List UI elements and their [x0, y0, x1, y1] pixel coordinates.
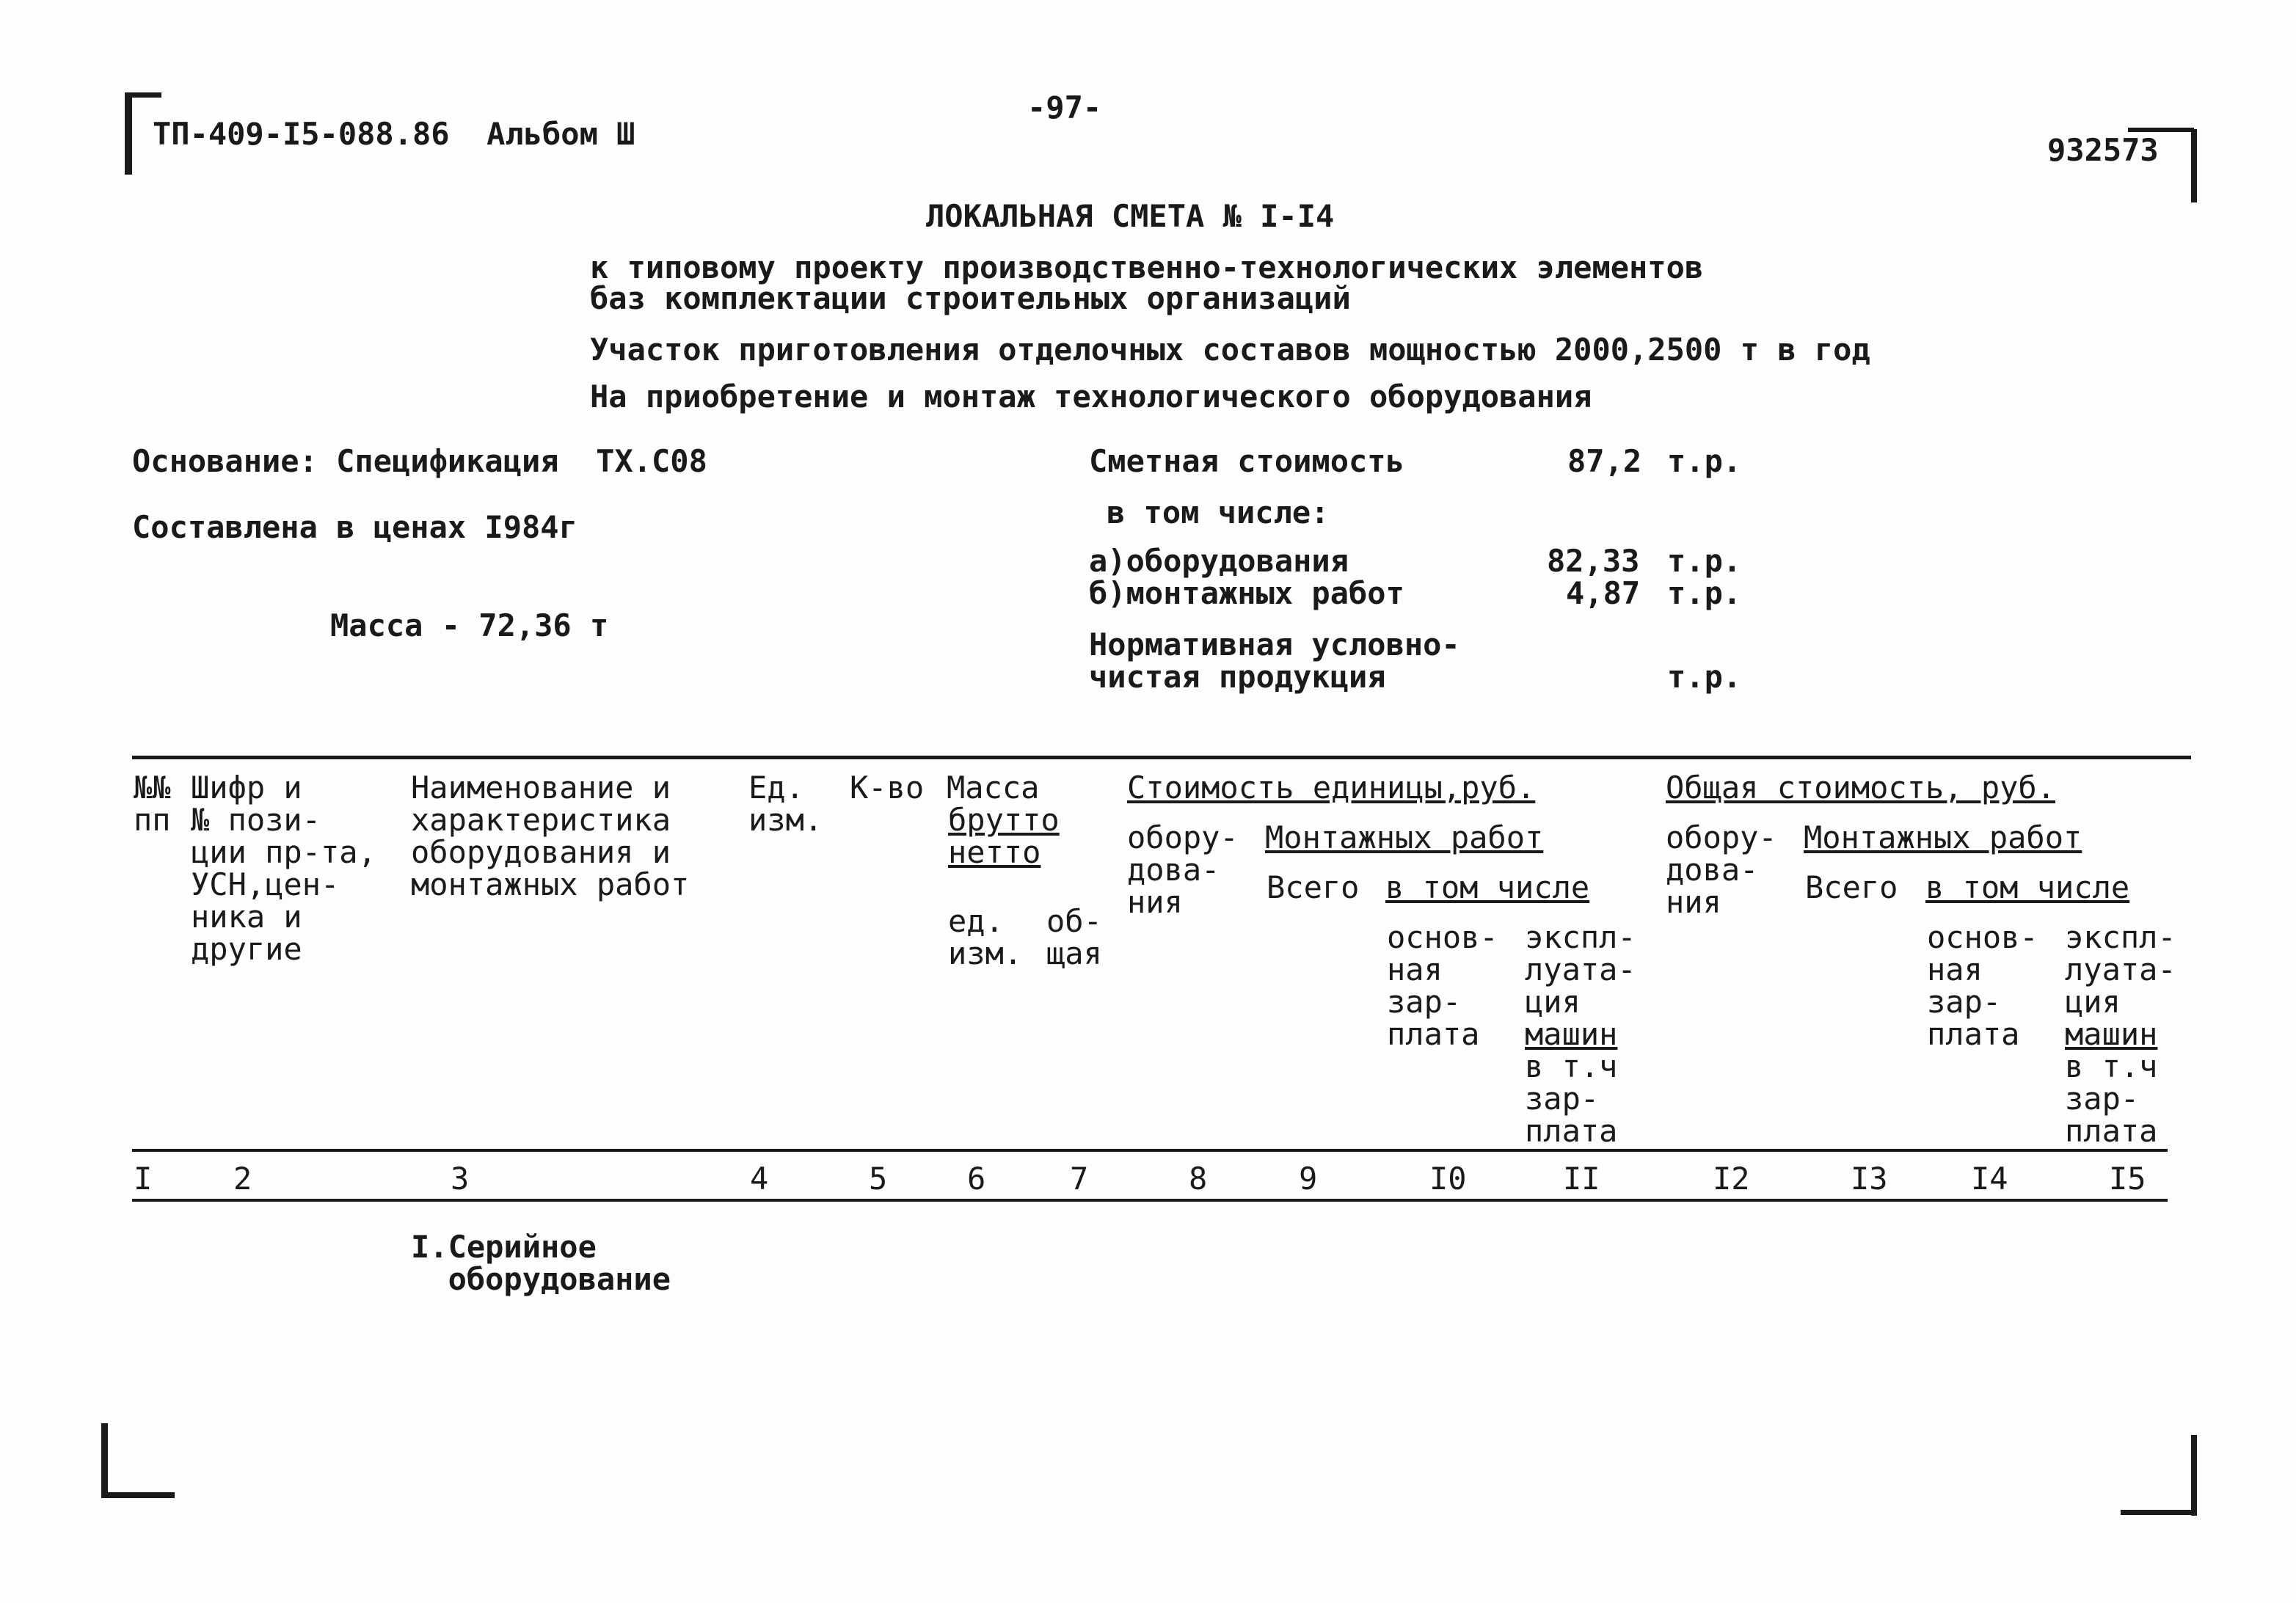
col-number: II: [1563, 1161, 1600, 1197]
col-header-total-all: Всего: [1805, 869, 1898, 905]
col-header-total-equipment: обору- дова- ния: [1666, 819, 1777, 920]
cost-total-value: 87,2: [1567, 443, 1642, 479]
estimate-subtitle-1: к типовому проекту производственно-технологических элементов: [590, 249, 1704, 285]
estimate-heading: ЛОКАЛЬНАЯ СМЕТА № I-I4: [926, 198, 1335, 234]
col-header-npp: №№ пп: [134, 770, 171, 838]
cost-a-label: а)оборудования: [1089, 543, 1349, 579]
cost-total-label: Сметная стоимость: [1089, 443, 1404, 479]
col-number: 7: [1070, 1161, 1089, 1197]
col-header-total-cost: Общая стоимость, руб.: [1666, 770, 2056, 806]
col-header-mass-unit: ед. изм.: [948, 903, 1023, 971]
corner-mark-bottom-right-h: [2121, 1510, 2194, 1515]
table-top-rule: [132, 756, 2191, 759]
col-header-unit-machines: машин: [1525, 1016, 1618, 1052]
cost-b-label: б)монтажных работ: [1089, 575, 1404, 611]
cost-norm-label-2: чистая продукция: [1089, 659, 1386, 695]
cost-a-value: 82,33: [1547, 543, 1640, 579]
cost-b-unit: т.р.: [1667, 575, 1742, 611]
col-number: 2: [233, 1161, 252, 1197]
corner-mark-top-left-h: [125, 92, 161, 98]
col-number: I0: [1429, 1161, 1467, 1197]
col-number: 3: [451, 1161, 470, 1197]
corner-mark-bottom-right-v: [2191, 1435, 2197, 1516]
section-serial-equipment: I.Серийное оборудование: [411, 1229, 671, 1297]
col-header-total-mounting: Монтажных работ: [1804, 819, 2082, 855]
col-header-mass-brutto: брутто: [948, 802, 1060, 838]
col-header-total-machines: машин: [2065, 1016, 2158, 1052]
col-header-unit-mounting: Монтажных работ: [1265, 819, 1544, 855]
corner-mark-top-left-v: [125, 94, 132, 175]
doc-code: ТП-409-I5-088.86 Альбом Ш: [153, 116, 635, 152]
col-header-total-incl: в том числе: [1925, 869, 2130, 905]
col-number: 4: [750, 1161, 769, 1197]
page-number: -97-: [1027, 90, 1102, 125]
col-number: I: [134, 1161, 153, 1197]
col-header-total-exploitation: экспл- луата- ция: [2065, 919, 2176, 1020]
col-number: 9: [1299, 1161, 1318, 1197]
cost-norm-label-1: Нормативная условно-: [1089, 627, 1460, 662]
corner-mark-top-right-v: [2191, 129, 2197, 202]
cost-norm-unit: т.р.: [1667, 659, 1742, 695]
col-header-total-incl-wage: в т.ч зар- плата: [2065, 1048, 2158, 1149]
col-header-name: Наименование и характеристика оборудования и монтажных работ: [411, 770, 690, 902]
col-number: 6: [967, 1161, 986, 1197]
table-header-bottom-rule: [132, 1149, 2168, 1152]
estimate-purpose: На приобретение и монтаж технологического оборудования: [590, 379, 1592, 415]
inventory-number: 93257З: [2047, 132, 2159, 168]
table-number-row-rule: [132, 1199, 2168, 1202]
col-header-unit-all: Всего: [1267, 869, 1360, 905]
col-number: 5: [869, 1161, 888, 1197]
mass-line: Масса - 72,36 т: [330, 607, 609, 643]
col-header-unit-equipment: обору- дова- ния: [1127, 819, 1239, 920]
col-number: I4: [1971, 1161, 2008, 1197]
col-number: I2: [1713, 1161, 1750, 1197]
estimate-subtitle-2: баз комплектации строительных организаций: [590, 280, 1351, 316]
corner-mark-bottom-left-h: [101, 1492, 175, 1498]
col-header-unit-incl-wage: в т.ч зар- плата: [1525, 1048, 1618, 1149]
col-header-mass-total: об- щая: [1046, 903, 1102, 971]
col-number: I3: [1851, 1161, 1888, 1197]
col-number: 8: [1189, 1161, 1208, 1197]
col-header-total-basic-wage: основ- ная зар- плата: [1927, 919, 2038, 1052]
col-header-code: Шифр и № пози- ции пр-та, УСН,цен- ника и другие: [191, 770, 376, 967]
cost-a-unit: т.р.: [1667, 543, 1742, 579]
cost-total-unit: т.р.: [1667, 443, 1742, 479]
col-header-mass-netto: нетто: [948, 834, 1041, 870]
corner-mark-bottom-left-v: [101, 1423, 108, 1497]
col-header-unit-exploitation: экспл- луата- ция: [1525, 919, 1636, 1020]
col-header-unit-cost: Стоимость единицы,руб.: [1127, 770, 1536, 806]
col-header-qty: К-во: [850, 770, 925, 806]
col-header-mass: Масса: [947, 770, 1040, 806]
estimate-section: Участок приготовления отделочных составов мощностью 2000,2500 т в год: [590, 332, 1870, 368]
col-number: I5: [2109, 1161, 2146, 1197]
basis-line: Основание: Спецификация ТХ.С08: [132, 443, 707, 479]
col-header-unit: Ед. изм.: [748, 770, 823, 838]
cost-including: в том числе:: [1107, 494, 1330, 530]
col-header-unit-basic-wage: основ- ная зар- плата: [1387, 919, 1498, 1052]
cost-b-value: 4,87: [1566, 575, 1641, 611]
col-header-unit-incl: в том числе: [1385, 869, 1590, 905]
prices-line: Составлена в ценах I984г: [132, 509, 577, 545]
